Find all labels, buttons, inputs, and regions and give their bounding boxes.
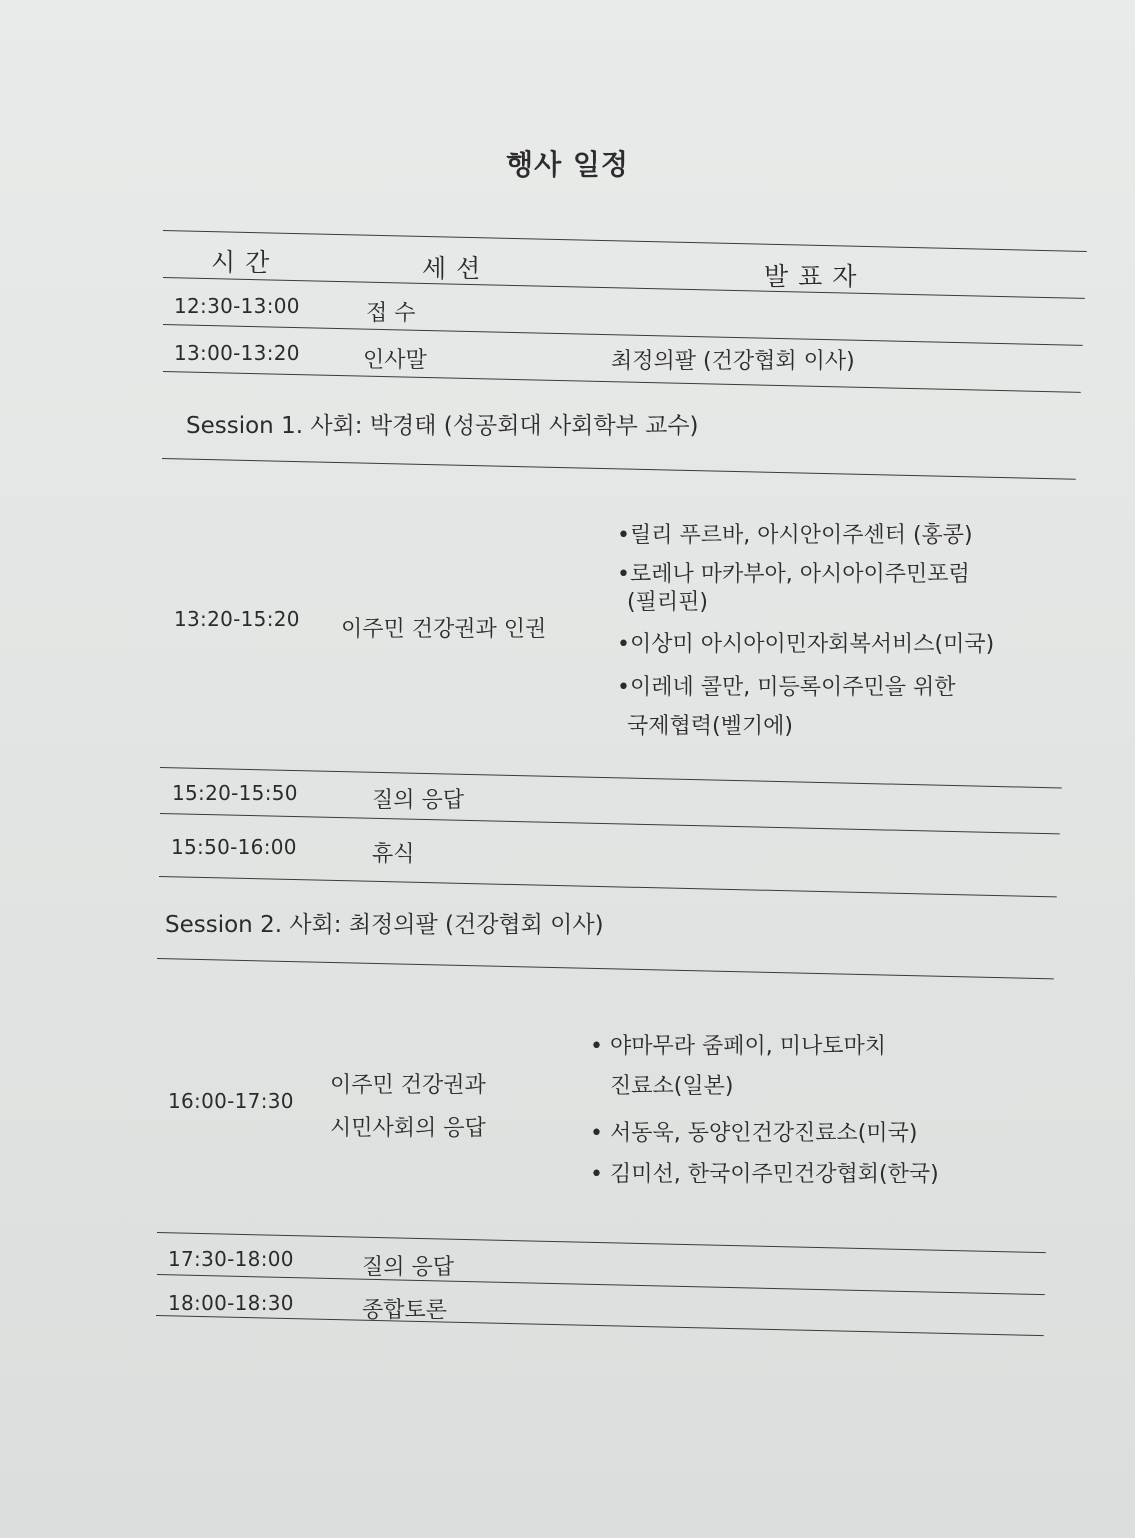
- presenter-line: 진료소(일본): [610, 1074, 734, 1099]
- session-reception: 접 수: [366, 301, 416, 326]
- presenter-line: • 서동욱, 동양인건강진료소(미국): [590, 1121, 918, 1146]
- session-break: 휴식: [372, 842, 415, 867]
- session-talk-2-line-2: 시민사회의 응답: [330, 1116, 486, 1141]
- session-2-header: Session 2. 사회: 최정의팔 (건강협회 이사): [165, 912, 604, 938]
- time-reception: 12:30-13:00: [174, 294, 300, 318]
- presenter-line: • 김미선, 한국이주민건강협회(한국): [590, 1162, 939, 1187]
- time-greeting: 13:00-13:20: [174, 341, 300, 365]
- session-1-header: Session 1. 사회: 박경태 (성공회대 사회학부 교수): [186, 413, 699, 439]
- time-discussion: 18:00-18:30: [168, 1291, 294, 1315]
- row-rule: [162, 458, 1076, 480]
- time-qa-1: 15:20-15:50: [172, 781, 298, 805]
- header-presenter: 발 표 자: [764, 262, 858, 291]
- row-rule: [163, 324, 1083, 346]
- time-break: 15:50-16:00: [171, 835, 297, 859]
- presenter-line: •로레나 마카부아, 아시아이주민포럼: [617, 562, 970, 587]
- session-talk-1: 이주민 건강권과 인권: [341, 617, 547, 642]
- session-qa-1: 질의 응답: [372, 788, 465, 813]
- presenter-line: • 야마무라 줌페이, 미나토마치: [590, 1034, 886, 1059]
- presenter-line: (필리핀): [627, 590, 708, 615]
- session-talk-2-line-1: 이주민 건강권과: [330, 1073, 486, 1098]
- header-bottom-rule: [163, 277, 1085, 299]
- presenter-greeting: 최정의팔 (건강협회 이사): [611, 349, 855, 374]
- presenter-line: 국제협력(벨기에): [627, 714, 793, 739]
- table-bottom-rule: [156, 1315, 1044, 1336]
- document-title: 행사 일정: [506, 148, 629, 181]
- session-discussion: 종합토론: [362, 1298, 448, 1323]
- time-qa-2: 17:30-18:00: [168, 1247, 294, 1271]
- header-session: 세 션: [422, 254, 482, 283]
- row-rule: [157, 958, 1054, 979]
- presenter-line: •이상미 아시아이민자회복서비스(미국): [617, 632, 995, 657]
- row-rule: [160, 813, 1060, 834]
- header-time: 시 간: [211, 248, 271, 277]
- table-top-rule: [163, 230, 1087, 252]
- presenter-line: •릴리 푸르바, 아시안이주센터 (홍콩): [617, 523, 973, 548]
- session-greeting: 인사말: [363, 348, 427, 373]
- row-rule: [159, 876, 1057, 897]
- session-qa-2: 질의 응답: [362, 1255, 455, 1280]
- time-talk-1: 13:20-15:20: [174, 607, 300, 631]
- time-talk-2: 16:00-17:30: [168, 1089, 294, 1113]
- bleed-through-text: [280, 705, 940, 738]
- presenter-line: •이레네 콜만, 미등록이주민을 위한: [617, 675, 956, 700]
